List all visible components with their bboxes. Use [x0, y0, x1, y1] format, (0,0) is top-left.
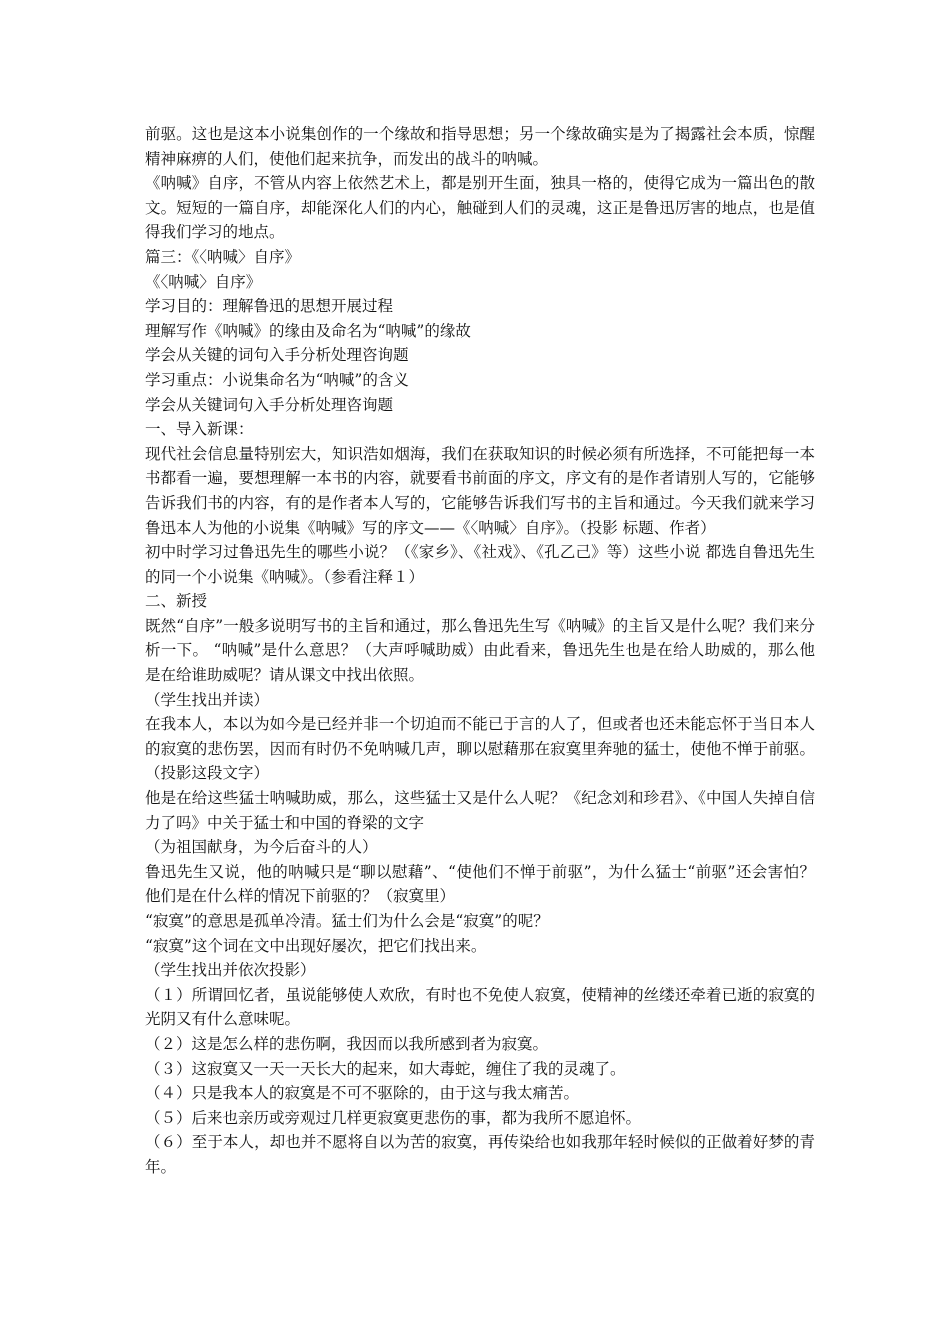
section-heading: 二、新授 — [145, 592, 208, 611]
list-item: （４）只是我本人的寂寞是不可不驱除的，由于这与我太痛苦。 — [145, 1084, 580, 1103]
paragraph: 鲁迅先生又说，他的呐喊只是“聊以慰藉”、“使他们不惮于前驱”，为什么猛士“前驱”还会害怕？ 他们是在什么样的情况下前驱的？（寂寞里） — [145, 862, 815, 906]
paragraph: （学生找出并依次投影） — [145, 961, 316, 980]
learning-focus: 学会从关键词句入手分析处理咨询题 — [145, 395, 394, 414]
learning-focus: 学习重点：小说集命名为“呐喊”的含义 — [145, 370, 409, 389]
list-item: （３）这寂寞又一天一天长大的起来，如大毒蛇，缠住了我的灵魂了。 — [145, 1059, 626, 1078]
paragraph: （为祖国献身，为今后奋斗的人） — [145, 838, 378, 857]
quoted-passage: 在我本人，本以为如今是已经并非一个切迫而不能已于言的人了，但或者也还未能忘怀于当日本人的寂寞的悲伤罢，因而有时仍不免呐喊几声，聊以慰藉那在寂寞里奔驰的猛士，使他不惮于前驱。（投影这段文字） — [145, 715, 815, 783]
paragraph: 前驱。这也是这本小说集创作的一个缘故和指导思想；另一个缘故确实是为了揭露社会本质，惊醒精神麻痹的人们，使他们起来抗争，而发出的战斗的呐喊。 — [145, 125, 815, 168]
list-item: （５）后来也亲历或旁观过几样更寂寞更悲伤的事，都为我所不愿追怀。 — [145, 1108, 642, 1127]
paragraph: 他是在给这些猛士呐喊助威，那么，这些猛士又是什么人呢？《纪念刘和珍君》、《中国人失掉自信力了吗》中关于猛士和中国的脊梁的文字 — [145, 789, 815, 832]
paragraph: （学生找出并读） — [145, 690, 270, 709]
paragraph: 现代社会信息量特别宏大，知识浩如烟海，我们在获取知识的时候必须有所选择，不可能把每一本书都看一遍，要想理解一本书的内容，就要看书前面的序文，序文有的是作者请别人写的，它能够告诉我们书的内容，有的是作者本人写的，它能够告诉我们写书的主旨和通过。今天我们就来学习鲁迅本人为他的小说集《呐喊》写的序文——《〈呐喊〉自序》。（投影 标题、作者） — [145, 444, 815, 537]
learning-goal: 学会从关键的词句入手分析处理咨询题 — [145, 346, 409, 365]
paragraph: 既然“自序”一般多说明写书的主旨和通过，那么鲁迅先生写《呐喊》的主旨又是什么呢？我们来分析一下。 “呐喊”是什么意思？（大声呼喊助威）由此看来，鲁迅先生也是在给人助威的，那么他是在给谁助威呢？请从课文中找出依照。 — [145, 616, 815, 685]
list-item: （２）这是怎么样的悲伤啊，我因而以我所感到者为寂寞。 — [145, 1034, 549, 1053]
section-heading: 一、导入新课： — [145, 420, 254, 439]
document-body — [145, 122, 815, 1180]
paragraph: “寂寞”的意思是孤单冷清。猛士们为什么会是“寂寞”的呢？ — [145, 912, 549, 930]
paragraph: “寂寞”这个词在文中出现好屡次，把它们找出来。 — [145, 936, 487, 955]
paragraph: 初中时学习过鲁迅先生的哪些小说？（《家乡》、《社戏》、《孔乙己》等）这些小说 都选自鲁迅先生的同一个小说集《呐喊》。（参看注释１） — [145, 543, 815, 586]
list-item: （１）所谓回忆者，虽说能够使人欢欣，有时也不免使人寂寞，使精神的丝缕还牵着已逝的寂寞的光阴又有什么意味呢。 — [145, 985, 815, 1029]
learning-goal: 学习目的：理解鲁迅的思想开展过程 — [145, 297, 394, 316]
list-item: （６）至于本人，却也并不愿将自以为苦的寂寞，再传染给也如我那年轻时候似的正做着好梦的青年。 — [145, 1133, 815, 1176]
article-title: 《〈呐喊〉自序》 — [145, 272, 262, 291]
section-heading: 篇三：《〈呐喊〉自序》 — [145, 247, 301, 266]
learning-goal: 理解写作《呐喊》的缘由及命名为“呐喊”的缘故 — [145, 321, 471, 340]
paragraph: 《呐喊》自序，不管从内容上依然艺术上，都是别开生面，独具一格的，使得它成为一篇出色的散文。短短的一篇自序，却能深化人们的内心，触碰到人们的灵魂，这正是鲁迅厉害的地点，也是值得我们学习的地点。 — [145, 174, 815, 242]
